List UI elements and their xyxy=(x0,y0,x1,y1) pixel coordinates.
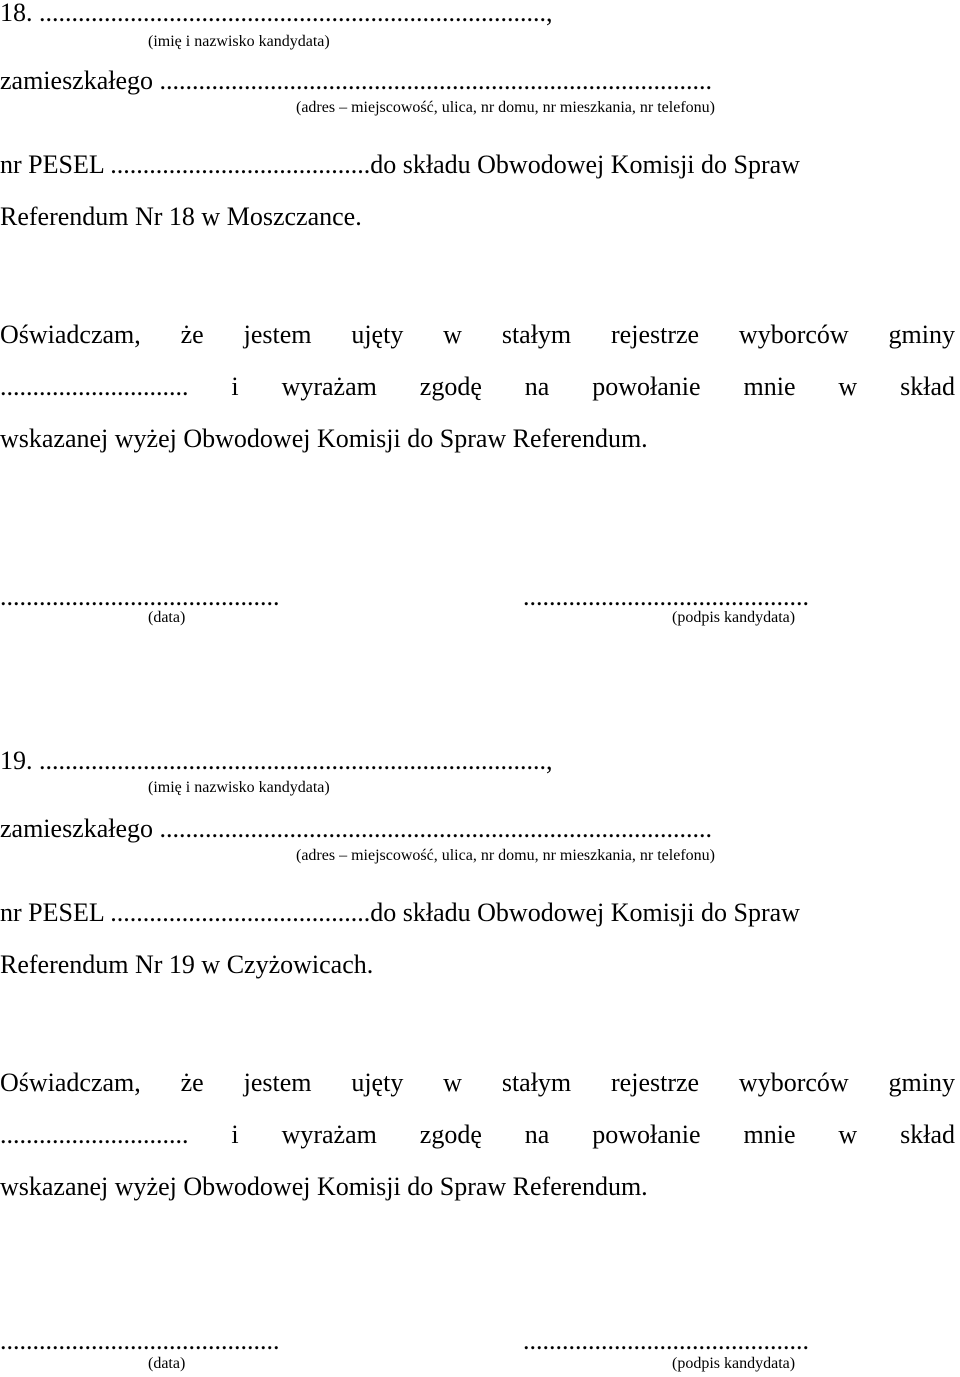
entry-number-line: 18. .............................................................................., xyxy=(0,0,553,27)
entry-number-line: 19. .............................................................................., xyxy=(0,746,553,775)
pesel-line: nr PESEL ........................................do składu Obwodowej Komisji do Spraw xyxy=(0,150,800,179)
signature-caption: (podpis kandydata) xyxy=(672,1355,796,1372)
pesel-line: nr PESEL ........................................do składu Obwodowej Komisji do Spraw xyxy=(0,898,800,927)
address-caption: (adres – miejscowość, ulica, nr domu, nr mieszkania, nr telefonu) xyxy=(296,99,715,116)
declaration-line-2: ............................. i wyrażam zgodę na powołanie mnie w skład xyxy=(0,372,955,401)
name-caption: (imię i nazwisko kandydata) xyxy=(148,779,330,796)
referendum-line: Referendum Nr 19 w Czyżowicach. xyxy=(0,950,374,979)
name-caption: (imię i nazwisko kandydata) xyxy=(148,33,330,50)
date-dots: ........................................... xyxy=(0,1326,280,1355)
declaration-line-3: wskazanej wyżej Obwodowej Komisji do Spraw Referendum. xyxy=(0,1172,648,1201)
date-dots: ........................................... xyxy=(0,582,280,611)
date-caption: (data) xyxy=(148,609,186,626)
residence-line: zamieszkałego ..................................................................................... xyxy=(0,814,713,843)
residence-line: zamieszkałego ..................................................................................... xyxy=(0,66,713,95)
referendum-line: Referendum Nr 18 w Moszczance. xyxy=(0,202,362,231)
declaration-line-2: ............................. i wyrażam zgodę na powołanie mnie w skład xyxy=(0,1120,955,1149)
declaration-line-1: Oświadczam, że jestem ujęty w stałym rejestrze wyborców gminy xyxy=(0,1068,955,1097)
declaration-line-3: wskazanej wyżej Obwodowej Komisji do Spraw Referendum. xyxy=(0,424,648,453)
signature-dots: ............................................ xyxy=(523,582,809,611)
address-caption: (adres – miejscowość, ulica, nr domu, nr mieszkania, nr telefonu) xyxy=(296,847,715,864)
signature-caption: (podpis kandydata) xyxy=(672,609,796,626)
date-caption: (data) xyxy=(148,1355,186,1372)
signature-dots: ............................................ xyxy=(523,1326,809,1355)
declaration-line-1: Oświadczam, że jestem ujęty w stałym rejestrze wyborców gminy xyxy=(0,320,955,349)
